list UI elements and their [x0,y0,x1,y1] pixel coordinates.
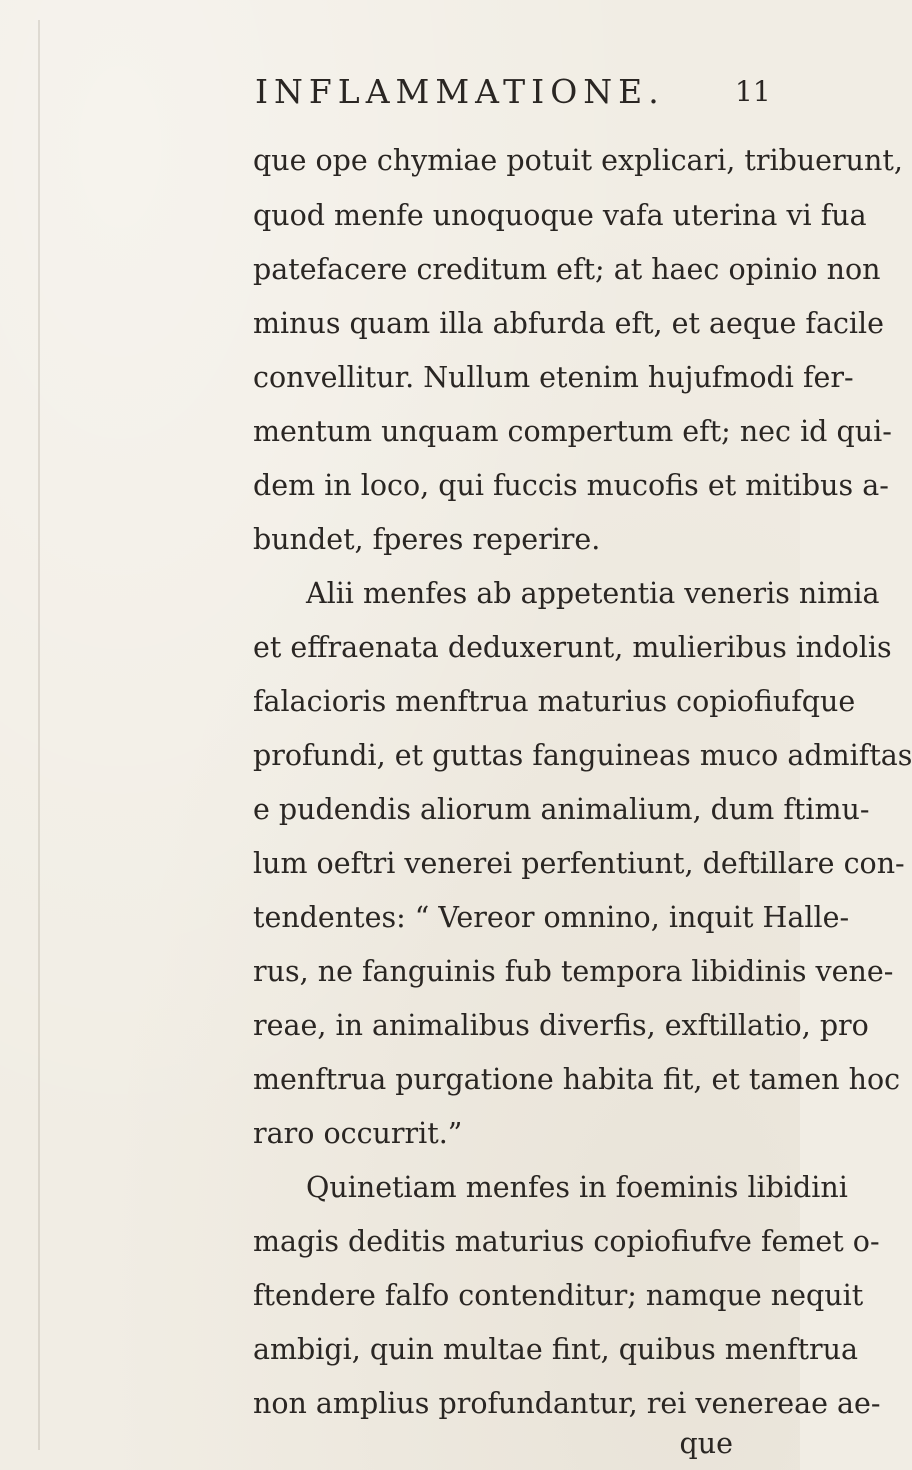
page-gutter-shadow [38,20,40,1450]
text-line: mentum unquam compertum eft; nec id qui- [253,415,892,448]
text-line: profundi, et guttas fanguineas muco admiftas [253,739,912,772]
text-line: menftrua purgatione habita fit, et tamen hoc [253,1063,901,1096]
text-line: dem in loco, qui fuccis mucofis et mitibus a- [253,469,889,502]
text-line: raro occurrit.” [253,1117,463,1150]
text-line: minus quam illa abfurda eft, et aeque facile [253,307,885,340]
text-line: non amplius profundantur, rei venereae ae- [253,1387,881,1420]
page-number: 11 [735,75,771,108]
text-line: convellitur. Nullum etenim hujufmodi fer- [253,361,854,394]
text-line: lum oeftri venerei perfentiunt, deftillare con- [253,847,905,880]
running-title: INFLAMMATIONE. [255,72,665,111]
text-line: Alii menfes ab appetentia veneris nimia [306,577,880,610]
text-line: magis deditis maturius copiofiufve femet o- [253,1225,880,1258]
catchword: que [679,1427,733,1460]
text-line: ambigi, quin multae fint, quibus menftrua [253,1333,858,1366]
text-line: quod menfe unoquoque vafa uterina vi fua [253,199,867,232]
text-line: rus, ne fanguinis fub tempora libidinis vene- [253,955,894,988]
text-line: ftendere falfo contenditur; namque nequit [253,1279,864,1312]
text-line: patefacere creditum eft; at haec opinio non [253,253,881,286]
text-line: e pudendis aliorum animalium, dum ftimu- [253,793,870,826]
text-line: tendentes: “ Vereor omnino, inquit Halle- [253,901,850,934]
text-line: et effraenata deduxerunt, mulieribus indolis [253,631,892,664]
text-line: Quinetiam menfes in foeminis libidini [306,1171,848,1204]
text-line: bundet, fperes reperire. [253,523,601,556]
text-line: falacioris menftrua maturius copiofiufque [253,685,856,718]
text-line: reae, in animalibus diverfis, exftillatio, pro [253,1009,869,1042]
text-line: que ope chymiae potuit explicari, tribuerunt, [253,144,903,177]
